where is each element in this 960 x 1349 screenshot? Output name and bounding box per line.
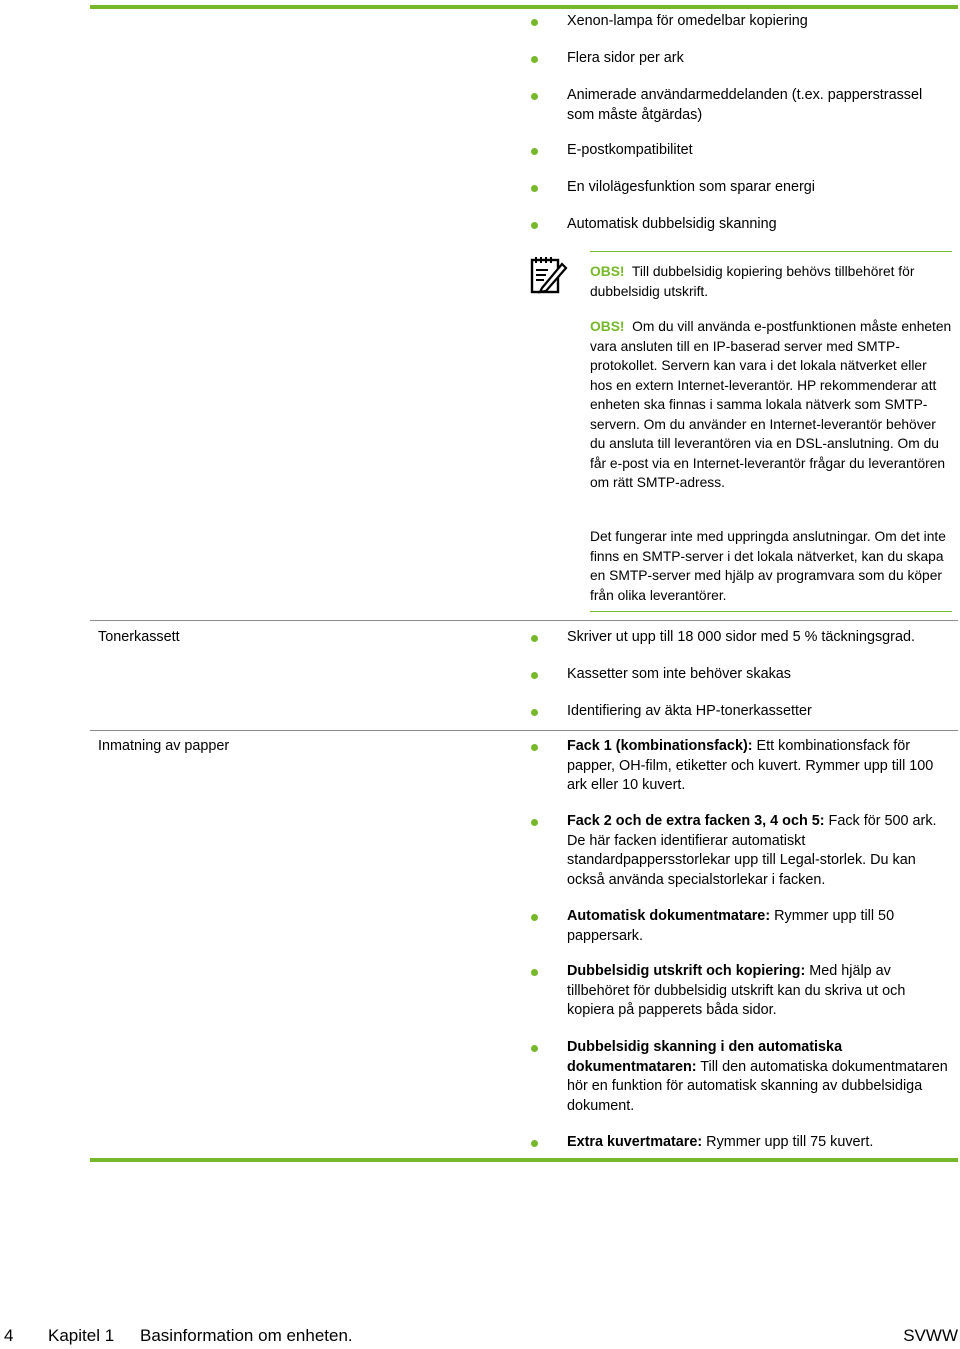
- paper-item-title: Automatisk dokumentmatare:: [567, 908, 771, 924]
- bullet-icon: [531, 148, 538, 155]
- bullet-icon: [531, 672, 538, 679]
- bullet-icon: [531, 185, 538, 192]
- paper-item-title: Dubbelsidig utskrift och kopiering:: [567, 963, 806, 979]
- bullet-icon: [531, 709, 538, 716]
- paper-item: [567, 737, 952, 796]
- bullet-icon: [531, 93, 538, 100]
- toner-item: Kassetter som inte behöver skakas: [567, 666, 791, 682]
- note-body: Till dubbelsidig kopiering behövs tillbehöret för dubbelsidig utskrift.: [590, 264, 915, 299]
- bullet-icon: [531, 56, 538, 63]
- note-top-rule: [590, 251, 952, 252]
- bullet-icon: [531, 1140, 538, 1147]
- bullet-icon: [531, 19, 538, 26]
- feature-item: Automatisk dubbelsidig skanning: [567, 216, 777, 232]
- paper-item-title: Fack 1 (kombinationsfack):: [567, 738, 753, 754]
- row-divider: [90, 730, 958, 731]
- paper-item: [567, 962, 952, 1021]
- paper-item-title: Fack 2 och de extra facken 3, 4 och 5:: [567, 813, 825, 829]
- paper-item-text: Rymmer upp till 50 pappersark.: [567, 908, 895, 944]
- page-number: 4: [4, 1326, 14, 1345]
- paper-item-text: Ett kombinationsfack för papper, OH-film, etiketter och kuvert. Rymmer upp till 100 ark eller 10 kuvert.: [567, 738, 934, 793]
- note-label: OBS!: [590, 264, 625, 279]
- paper-item-text: Till den automatiska dokumentmataren hör en funktion för automatisk skanning av dubbelsidiga dokument.: [567, 1058, 948, 1114]
- paper-item-text: Fack för 500 ark. De här facken identifierar automatiskt standardpappersstorlekar upp till Legal-storlek. Du kan också använda specialstorlekar i facken.: [567, 813, 937, 888]
- note-paragraph: Det fungerar inte med uppringda anslutningar. Om det inte finns en SMTP-server i det lokala nätverket, kan du skapa en SMTP-server med hjälp av programvara som du köper från olika leverantörer.: [590, 529, 946, 603]
- bullet-icon: [531, 1045, 538, 1052]
- feature-item: E-postkompatibilitet: [567, 142, 693, 158]
- paper-item: [567, 1038, 952, 1116]
- bullet-icon: [531, 819, 538, 826]
- bullet-icon: [531, 969, 538, 976]
- note-text: [590, 262, 952, 301]
- paper-item: [567, 1133, 952, 1153]
- chapter-title: Basinformation om enheten.: [140, 1326, 353, 1345]
- paper-item: [567, 907, 952, 946]
- doc-code: SVWW: [903, 1326, 958, 1345]
- paper-item-text: Med hjälp av tillbehöret för dubbelsidig utskrift kan du skriva ut och kopiera på papperets båda sidor.: [567, 963, 906, 1018]
- row-divider: [90, 620, 958, 621]
- bullet-icon: [531, 635, 538, 642]
- note-icon: [528, 254, 568, 294]
- chapter-label: Kapitel 1: [48, 1326, 115, 1345]
- top-rule: [90, 5, 958, 9]
- row-label-toner: Tonerkassett: [98, 629, 180, 645]
- toner-item: Skriver ut upp till 18 000 sidor med 5 % täckningsgrad.: [567, 629, 915, 645]
- toner-item: Identifiering av äkta HP-tonerkassetter: [567, 703, 812, 719]
- paper-item-text: Rymmer upp till 75 kuvert.: [702, 1134, 874, 1150]
- feature-item: En vilolägesfunktion som sparar energi: [567, 179, 815, 195]
- bullet-icon: [531, 744, 538, 751]
- paper-item: [567, 812, 952, 890]
- note-bottom-rule: [590, 611, 952, 612]
- feature-item: Flera sidor per ark: [567, 50, 684, 66]
- paper-item-title: Dubbelsidig skanning i den automatiska dokumentmataren:: [567, 1039, 843, 1075]
- row-label-paper: Inmatning av papper: [98, 738, 230, 754]
- note-text: [590, 317, 952, 493]
- feature-item: Xenon-lampa för omedelbar kopiering: [567, 13, 808, 29]
- bullet-icon: [531, 222, 538, 229]
- note-body: Om du vill använda e-postfunktionen måste enheten vara ansluten till en IP-baserad server med SMTP-protokollet. Servern kan vara i det lokala nätverket eller hos en extern Internet-leverantör. HP rekommenderar att enheten ska finnas i samma lokala nätverk som SMTP-servern. Om du använder en Internet-leverantör behöver du ansluta till leverantören via en DSL-anslutning. Om du får e-post via en Internet-leverantör frågar du leverantören om rätt SMTP-adress.: [590, 319, 952, 490]
- bullet-icon: [531, 914, 538, 921]
- paper-item-title: Extra kuvertmatare:: [567, 1134, 703, 1150]
- feature-item: Animerade användarmeddelanden (t.ex. papperstrassel som måste åtgärdas): [567, 87, 923, 123]
- bottom-rule: [90, 1158, 958, 1162]
- note-label: OBS!: [590, 319, 625, 334]
